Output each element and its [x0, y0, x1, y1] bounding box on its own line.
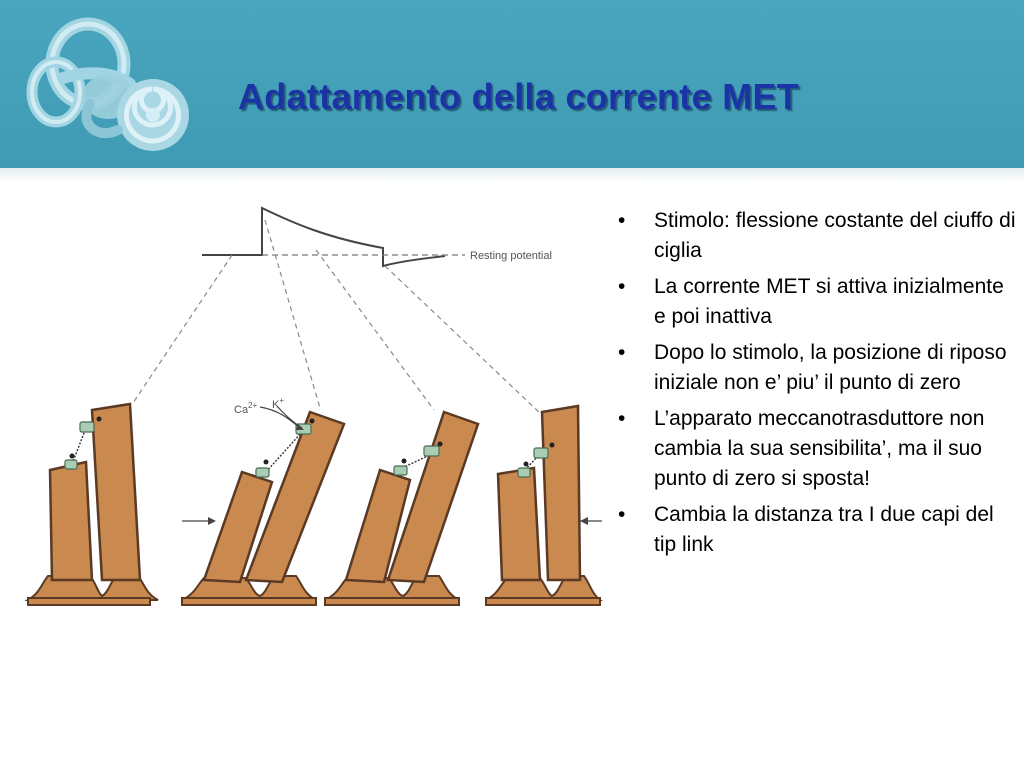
bullet-list	[612, 206, 1016, 566]
bullet-item	[612, 404, 1016, 494]
bullet-item	[612, 272, 1016, 332]
bullet-marker: •	[618, 407, 626, 430]
met-adaptation-diagram	[20, 198, 610, 618]
bullet-text: Cambia la distanza tra I due capi del tip link	[654, 503, 994, 556]
bullet-text: Stimolo: flessione costante del ciuffo di ciglia	[654, 209, 1016, 262]
bullet-marker: •	[618, 503, 626, 526]
stereocilia-panel-1	[50, 404, 140, 580]
bullet-marker: •	[618, 209, 626, 232]
stimulus-arrow-left	[182, 517, 216, 525]
receptor-potential-trace	[202, 208, 552, 266]
bullet-text: L’apparato meccanotrasduttore non cambia la sua sensibilita’, ma il suo punto di zero si sposta!	[654, 407, 985, 490]
bullet-marker: •	[618, 341, 626, 364]
header-shadow	[0, 168, 1024, 182]
calcium-label: $Ca^{2+}$	[234, 401, 258, 416]
bullet-text: Dopo lo stimolo, la posizione di riposo iniziale non e’ piu’ il punto di zero	[654, 341, 1007, 394]
bullet-marker: •	[618, 275, 626, 298]
stereocilia-panel-4	[498, 406, 580, 580]
stereocilia-panel-2	[204, 412, 344, 582]
resting-potential-label: Resting potential	[470, 250, 552, 262]
bullet-text: La corrente MET si attiva inizialmente e poi inattiva	[654, 275, 1004, 328]
inner-ear-icon	[18, 12, 193, 157]
potassium-label: K+	[272, 396, 285, 411]
bullet-item	[612, 500, 1016, 560]
bullet-item	[612, 206, 1016, 266]
bullet-item	[612, 338, 1016, 398]
stimulus-arrow-right	[580, 517, 602, 525]
stereocilia-panel-3	[346, 412, 478, 582]
slide-title: Adattamento della corrente MET	[238, 76, 800, 117]
